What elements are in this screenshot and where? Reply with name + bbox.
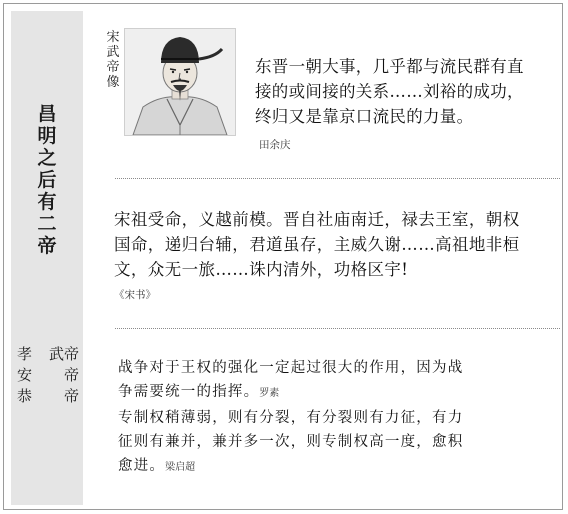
quote-songshu: 宋祖受命，义越前模。晋自社庙南迁，禄去王室，朝权国命，递归台辅，君道虽存，主威久谢……高祖地非桓文，众无一旅……诛内清外，功格区宇! <box>114 210 520 279</box>
portrait-caption <box>104 30 122 90</box>
emperor-portrait-image <box>124 28 236 136</box>
quote-attribution: 《宋书》 <box>114 289 156 301</box>
title-char: 之 <box>37 147 57 169</box>
title-char: 昌 <box>37 103 57 125</box>
caption-char: 帝 <box>106 60 120 75</box>
emperor-name-part: 帝 <box>63 387 79 405</box>
quote-line-text: 争需要统一的指挥。 <box>118 384 260 400</box>
emperor-name-part: 安 <box>17 366 33 384</box>
emperor-name-part: 武帝 <box>48 345 79 363</box>
quote-line <box>118 454 528 480</box>
emperor-name-part: 帝 <box>63 366 79 384</box>
quote-attribution: 罗素 <box>259 388 280 399</box>
caption-char: 宋 <box>106 30 120 45</box>
title-char: 后 <box>37 169 57 191</box>
dotted-divider <box>115 328 560 329</box>
chapter-title <box>11 103 83 257</box>
emperor-item <box>17 365 79 386</box>
quote-block-war-and-power <box>118 356 528 480</box>
quote-line: 战争对于王权的强化一定起过很大的作用，因为战 <box>118 360 464 376</box>
emperor-name-part: 孝 <box>17 345 33 363</box>
sidebar <box>11 11 83 505</box>
title-char: 帝 <box>37 235 57 257</box>
quote-line-text: 愈进。 <box>118 458 166 474</box>
title-char: 二 <box>37 213 57 235</box>
quote-line: 征则有兼并，兼并多一次，则专制权高一度，愈积 <box>118 434 464 450</box>
portrait-illustration <box>125 29 235 135</box>
quote-attribution: 梁启超 <box>165 462 196 473</box>
quote-historian: 东晋一朝大事，几乎都与流民群有直接的或间接的关系……刘裕的成功，终归又是靠京口流民的力量。 <box>255 57 524 126</box>
quote-line: 专制权稍薄弱，则有分裂，有分裂则有力征，有力 <box>118 410 464 426</box>
title-char: 明 <box>37 125 57 147</box>
caption-char: 武 <box>106 45 120 60</box>
quote-line <box>118 380 528 406</box>
emperor-list <box>17 344 79 407</box>
emperor-item <box>17 344 79 365</box>
emperor-item <box>17 386 79 407</box>
caption-char: 像 <box>106 75 120 90</box>
title-char: 有 <box>37 191 57 213</box>
emperor-name-part: 恭 <box>17 387 33 405</box>
dotted-divider <box>115 178 560 179</box>
quote-attribution: 田余庆 <box>259 139 291 151</box>
